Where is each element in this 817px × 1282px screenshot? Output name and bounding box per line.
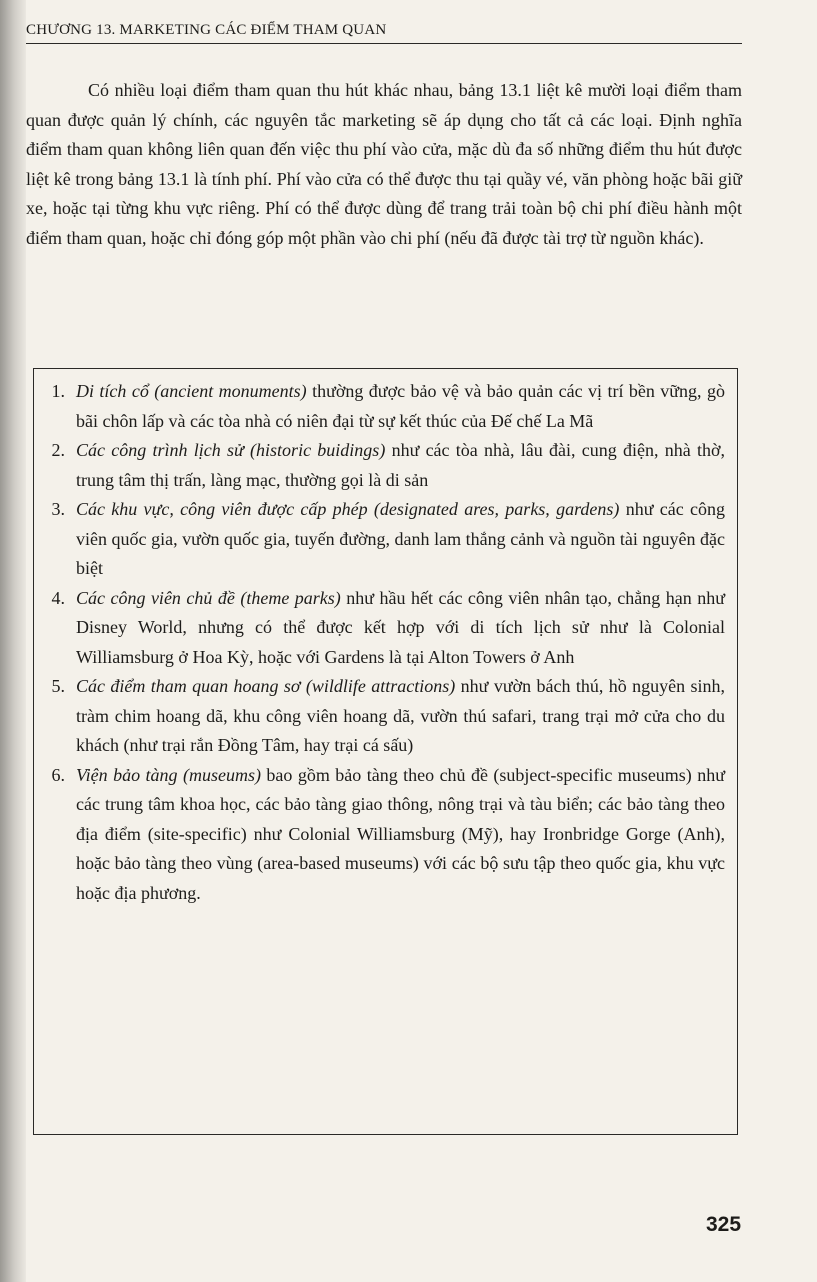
item-description: thường được bảo vệ và bảo quản các vị trí bền vững, gò bãi chôn lấp và các tòa nhà có niên đại từ sự kết thúc của Đế chế La Mã — [76, 381, 725, 431]
intro-paragraph — [26, 76, 742, 253]
item-term: Các công viên chủ đề (theme parks) — [76, 587, 341, 608]
item-number: 2. — [51, 440, 65, 460]
list-item — [34, 436, 725, 495]
item-text — [76, 584, 725, 673]
list-item — [34, 377, 725, 436]
item-text — [76, 377, 725, 436]
list-item — [34, 495, 725, 584]
item-description: như các tòa nhà, lâu đài, cung điện, nhà thờ, trung tâm thị trấn, làng mạc, thường gọi là di sản — [76, 440, 725, 490]
book-spine-shadow — [0, 0, 26, 1282]
intro-text: Có nhiều loại điểm tham quan thu hút khác nhau, bảng 13.1 liệt kê mười loại điểm tham quan được quản lý chính, các nguyên tắc marketing sẽ áp dụng cho tất cả các loại. Định nghĩa điểm tham quan không liên quan đến việc thu phí vào cửa, mặc dù đa số những điểm thu hút được liệt kê trong bảng 13.1 là tính phí. Phí vào cửa có thể được thu tại quầy vé, văn phòng hoặc bãi giữ xe, hoặc tại từng khu vực riêng. Phí có thể được dùng để trang trải toàn bộ chi phí điều hành một điểm tham quan, hoặc chỉ đóng góp một phần vào chi phí (nếu đã được tài trợ từ nguồn khác). — [26, 80, 742, 248]
item-term: Các điểm tham quan hoang sơ (wildlife attractions) — [76, 676, 456, 696]
item-number: 4. — [51, 587, 65, 608]
item-text — [76, 495, 725, 584]
list-item — [34, 672, 725, 761]
running-header: CHƯƠNG 13. MARKETING CÁC ĐIỂM THAM QUAN — [26, 22, 742, 44]
item-description: như hầu hết các công viên nhân tạo, chẳng hạn như Disney World, nhưng có thể được kết hợp với di tích lịch sử như là Colonial Williamsburg ở Hoa Kỳ, hoặc với Gardens là tại Alton Towers ở Anh — [76, 587, 725, 667]
item-text — [76, 761, 725, 909]
item-description: như các công viên quốc gia, vườn quốc gia, tuyến đường, danh lam thắng cảnh và nguồn tài nguyên đặc biệt — [76, 499, 725, 578]
item-term: Di tích cổ (ancient monuments) — [76, 381, 307, 401]
list-item — [34, 584, 725, 673]
item-number: 1. — [51, 381, 65, 401]
item-number: 3. — [51, 499, 65, 519]
item-term: Viện bảo tàng (museums) — [76, 764, 261, 785]
item-text — [76, 672, 725, 761]
item-number: 6. — [51, 764, 65, 785]
page-number: 325 — [706, 1213, 742, 1236]
attraction-types-box — [33, 368, 738, 1135]
item-term: Các công trình lịch sử (historic buidings) — [76, 440, 386, 460]
item-description: bao gồm bảo tàng theo chủ đề (subject-specific museums) như các trung tâm khoa học, các bảo tàng giao thông, nông trại và tàu biển; các bảo tàng theo địa điểm (site-specific) như Colonial Williamsburg (Mỹ), hay Ironbridge Gorge (Anh), hoặc bảo tàng theo vùng (area-based museums) với các bộ sưu tập theo quốc gia, khu vực hoặc địa phương. — [76, 764, 725, 903]
list-item — [34, 761, 725, 909]
item-number: 5. — [51, 676, 65, 696]
item-description: như vườn bách thú, hồ nguyên sinh, tràm chim hoang dã, khu công viên hoang dã, vườn thú safari, trang trại mở cửa cho du khách (như trại rắn Đồng Tâm, hay trại cá sấu) — [76, 676, 725, 755]
item-term: Các khu vực, công viên được cấp phép (designated ares, parks, gardens) — [76, 499, 620, 519]
item-text — [76, 436, 725, 495]
